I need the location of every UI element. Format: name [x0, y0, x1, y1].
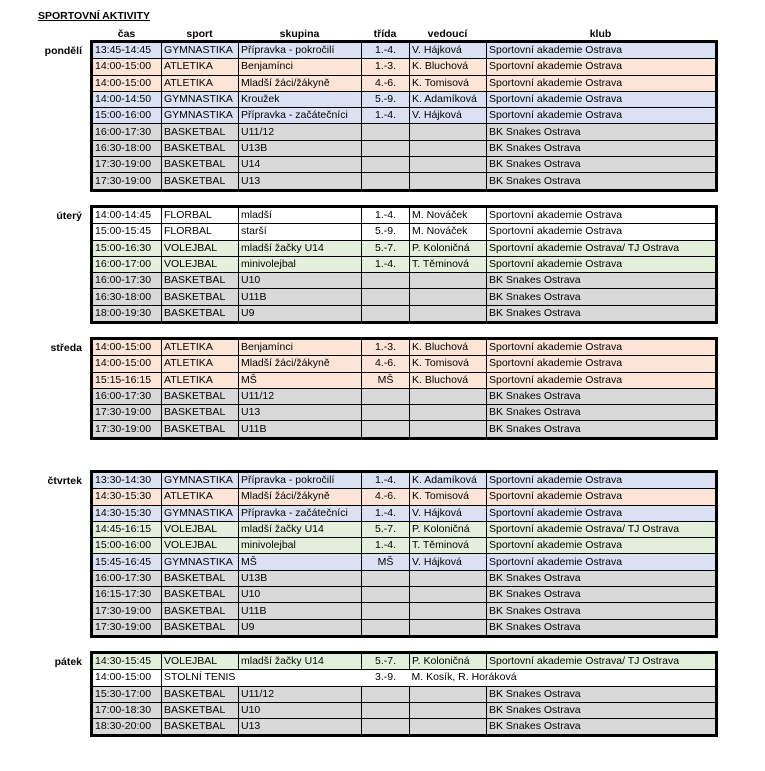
day-label: čtvrtek [47, 475, 82, 487]
cell-club: Sportovní akademie Ostrava [487, 554, 716, 570]
table-row [93, 603, 716, 619]
table-row [93, 256, 716, 272]
cell-sport: ATLETIKA [162, 340, 239, 356]
header-leader: vedoucí [427, 28, 468, 40]
table-row [93, 59, 716, 75]
cell-group: U13 [239, 719, 362, 735]
cell-group [239, 670, 362, 686]
cell-club: BK Snakes Ostrava [487, 421, 716, 437]
cell-sport: BASKETBAL [162, 273, 239, 289]
table-row [93, 108, 716, 124]
cell-sport: VOLEJBAL [162, 256, 239, 272]
cell-sport: FLORBAL [162, 208, 239, 224]
day-label: úterý [56, 210, 82, 222]
table-row [93, 340, 716, 356]
cell-club: Sportovní akademie Ostrava [487, 340, 716, 356]
cell-time: 16:00-17:00 [93, 256, 162, 272]
cell-time: 15:45-16:45 [93, 554, 162, 570]
cell-club: BK Snakes Ostrava [487, 686, 716, 702]
cell-sport: BASKETBAL [162, 686, 239, 702]
table-row [93, 686, 716, 702]
cell-time: 16:30-18:00 [93, 140, 162, 156]
cell-leader [410, 587, 487, 603]
cell-group: Benjamínci [239, 59, 362, 75]
table-row [93, 224, 716, 240]
cell-group: U13 [239, 405, 362, 421]
cell-group: Mladší žáci/žákyně [239, 489, 362, 505]
cell-sport: BASKETBAL [162, 157, 239, 173]
table-row [93, 554, 716, 570]
cell-class: 1.-3. [362, 59, 410, 75]
cell-group: Přípravka - pokročilí [239, 43, 362, 59]
cell-sport: BASKETBAL [162, 587, 239, 603]
cell-time: 14:45-16:15 [93, 521, 162, 537]
cell-sport: ATLETIKA [162, 489, 239, 505]
cell-group: MŠ [239, 554, 362, 570]
cell-sport: GYMNASTIKA [162, 473, 239, 489]
cell-class: 5.-9. [362, 224, 410, 240]
cell-club: Sportovní akademie Ostrava [487, 505, 716, 521]
cell-club: BK Snakes Ostrava [487, 173, 716, 189]
cell-class [362, 686, 410, 702]
cell-sport: BASKETBAL [162, 405, 239, 421]
cell-time: 15:00-15:45 [93, 224, 162, 240]
cell-sport: FLORBAL [162, 224, 239, 240]
cell-club: Sportovní akademie Ostrava [487, 208, 716, 224]
cell-time: 14:00-15:00 [93, 75, 162, 91]
cell-sport: VOLEJBAL [162, 654, 239, 670]
cell-leader: K. Bluchová [410, 372, 487, 388]
cell-club: Sportovní akademie Ostrava [487, 224, 716, 240]
cell-time: 16:00-17:30 [93, 273, 162, 289]
header-group: skupina [279, 28, 320, 40]
cell-sport: BASKETBAL [162, 421, 239, 437]
table-row [93, 619, 716, 635]
cell-time: 14:30-15:45 [93, 654, 162, 670]
cell-group: U9 [239, 305, 362, 321]
cell-leader: K. Adamíková [410, 91, 487, 107]
cell-club: BK Snakes Ostrava [487, 124, 716, 140]
cell-class [362, 388, 410, 404]
cell-time: 13:45-14:45 [93, 43, 162, 59]
table-row [93, 305, 716, 321]
cell-club: BK Snakes Ostrava [487, 587, 716, 603]
table-row [93, 91, 716, 107]
table-row [93, 719, 716, 735]
header-class: třída [373, 28, 397, 40]
cell-group: U11/12 [239, 388, 362, 404]
cell-class: 4.-6. [362, 356, 410, 372]
cell-time: 15:00-16:00 [93, 108, 162, 124]
cell-group: Mladší žáci/žákyně [239, 356, 362, 372]
cell-group: Kroužek [239, 91, 362, 107]
table-row [93, 489, 716, 505]
schedule-table [92, 653, 716, 735]
cell-group: Přípravka - pokročilí [239, 473, 362, 489]
cell-class: 1.-4. [362, 256, 410, 272]
cell-club: BK Snakes Ostrava [487, 157, 716, 173]
cell-sport: BASKETBAL [162, 305, 239, 321]
cell-time: 16:15-17:30 [93, 587, 162, 603]
cell-class: 3.-9. [362, 670, 410, 686]
cell-leader: V. Hájková [410, 43, 487, 59]
cell-time: 17:30-19:00 [93, 405, 162, 421]
cell-time: 15:00-16:00 [93, 538, 162, 554]
cell-leader [410, 570, 487, 586]
cell-leader [410, 124, 487, 140]
cell-time: 16:30-18:00 [93, 289, 162, 305]
cell-leader: T. Těminová [410, 256, 487, 272]
table-row [93, 538, 716, 554]
schedule-table [92, 207, 716, 322]
cell-group: U11/12 [239, 124, 362, 140]
cell-leader: K. Tomisová [410, 75, 487, 91]
cell-leader: M. Nováček [410, 224, 487, 240]
cell-leader: K. Bluchová [410, 340, 487, 356]
cell-time: 18:00-19:30 [93, 305, 162, 321]
table-row [93, 505, 716, 521]
cell-leader: V. Hájková [410, 505, 487, 521]
cell-leader: P. Koloničná [410, 654, 487, 670]
cell-sport: BASKETBAL [162, 603, 239, 619]
cell-leader: P. Koloničná [410, 240, 487, 256]
cell-group: MŠ [239, 372, 362, 388]
cell-time: 14:30-15:30 [93, 489, 162, 505]
cell-group: U11/12 [239, 686, 362, 702]
cell-leader [410, 289, 487, 305]
cell-sport: GYMNASTIKA [162, 43, 239, 59]
cell-club: Sportovní akademie Ostrava/ TJ Ostrava [487, 654, 716, 670]
cell-leader [410, 719, 487, 735]
cell-club: BK Snakes Ostrava [487, 603, 716, 619]
cell-class [362, 273, 410, 289]
cell-class [362, 619, 410, 635]
cell-sport: ATLETIKA [162, 59, 239, 75]
cell-sport: BASKETBAL [162, 702, 239, 718]
cell-time: 16:00-17:30 [93, 124, 162, 140]
cell-group: mladší [239, 208, 362, 224]
cell-time: 17:30-19:00 [93, 619, 162, 635]
page-title: SPORTOVNÍ AKTIVITY [38, 10, 151, 22]
cell-group: starší [239, 224, 362, 240]
cell-class: 1.-3. [362, 340, 410, 356]
table-row [93, 473, 716, 489]
cell-leader: T. Těminová [410, 538, 487, 554]
cell-group: U13 [239, 173, 362, 189]
table-row [93, 173, 716, 189]
table-row [93, 670, 716, 686]
table-row [93, 289, 716, 305]
header-sport: sport [186, 28, 213, 40]
cell-sport: VOLEJBAL [162, 240, 239, 256]
cell-class [362, 405, 410, 421]
cell-leader [410, 273, 487, 289]
cell-time: 17:00-18:30 [93, 702, 162, 718]
cell-class: MŠ [362, 554, 410, 570]
cell-group: U10 [239, 587, 362, 603]
cell-group: U11B [239, 289, 362, 305]
table-row [93, 273, 716, 289]
cell-sport: BASKETBAL [162, 124, 239, 140]
cell-sport: ATLETIKA [162, 75, 239, 91]
cell-class [362, 173, 410, 189]
cell-group: minivolejbal [239, 538, 362, 554]
cell-club: BK Snakes Ostrava [487, 289, 716, 305]
cell-group: U10 [239, 702, 362, 718]
cell-class: 1.-4. [362, 505, 410, 521]
table-row [93, 702, 716, 718]
cell-sport: ATLETIKA [162, 356, 239, 372]
cell-time: 13:30-14:30 [93, 473, 162, 489]
cell-sport: BASKETBAL [162, 289, 239, 305]
cell-club: BK Snakes Ostrava [487, 719, 716, 735]
cell-leader: K. Tomisová [410, 356, 487, 372]
cell-class [362, 124, 410, 140]
cell-sport: BASKETBAL [162, 619, 239, 635]
table-row [93, 75, 716, 91]
cell-group: Mladší žáci/žákyně [239, 75, 362, 91]
cell-group: U11B [239, 421, 362, 437]
cell-club: Sportovní akademie Ostrava/ TJ Ostrava [487, 240, 716, 256]
cell-club: BK Snakes Ostrava [487, 702, 716, 718]
cell-class [362, 421, 410, 437]
table-row [93, 240, 716, 256]
cell-group: U14 [239, 157, 362, 173]
cell-club: Sportovní akademie Ostrava [487, 473, 716, 489]
cell-club: BK Snakes Ostrava [487, 388, 716, 404]
cell-leader: P. Koloničná [410, 521, 487, 537]
cell-leader: V. Hájková [410, 108, 487, 124]
cell-sport: BASKETBAL [162, 140, 239, 156]
cell-club: Sportovní akademie Ostrava [487, 108, 716, 124]
cell-class: 5.-7. [362, 240, 410, 256]
schedule-table [92, 472, 716, 636]
cell-time: 14:00-15:00 [93, 59, 162, 75]
table-row [93, 521, 716, 537]
header-time: čas [117, 28, 136, 40]
cell-leader [410, 388, 487, 404]
cell-time: 17:30-19:00 [93, 173, 162, 189]
cell-leader [410, 305, 487, 321]
cell-leader [410, 421, 487, 437]
cell-sport: BASKETBAL [162, 570, 239, 586]
cell-time: 14:00-15:00 [93, 340, 162, 356]
cell-club: BK Snakes Ostrava [487, 405, 716, 421]
cell-time: 15:00-16:30 [93, 240, 162, 256]
column-headers [92, 28, 715, 42]
cell-class: 1.-4. [362, 108, 410, 124]
cell-club: Sportovní akademie Ostrava [487, 489, 716, 505]
cell-class: 1.-4. [362, 473, 410, 489]
cell-leader [410, 157, 487, 173]
cell-club: Sportovní akademie Ostrava/ TJ Ostrava [487, 521, 716, 537]
table-row [93, 587, 716, 603]
cell-time: 14:30-15:30 [93, 505, 162, 521]
table-row [93, 157, 716, 173]
cell-sport: GYMNASTIKA [162, 554, 239, 570]
cell-class [362, 603, 410, 619]
table-row [93, 421, 716, 437]
cell-sport: BASKETBAL [162, 719, 239, 735]
cell-class [362, 305, 410, 321]
cell-leader [410, 686, 487, 702]
cell-leader: M. Kosík, R. Horáková [410, 670, 716, 686]
cell-group: Benjamínci [239, 340, 362, 356]
cell-leader [410, 405, 487, 421]
schedule-table [92, 42, 716, 190]
cell-club: Sportovní akademie Ostrava [487, 356, 716, 372]
cell-class [362, 719, 410, 735]
cell-sport: GYMNASTIKA [162, 108, 239, 124]
cell-class: 5.-7. [362, 654, 410, 670]
cell-class: 1.-4. [362, 43, 410, 59]
table-row [93, 570, 716, 586]
cell-time: 15:30-17:00 [93, 686, 162, 702]
cell-group: U11B [239, 603, 362, 619]
cell-group: U13B [239, 140, 362, 156]
table-row [93, 140, 716, 156]
cell-group: mladší žačky U14 [239, 521, 362, 537]
cell-club: BK Snakes Ostrava [487, 273, 716, 289]
cell-club: BK Snakes Ostrava [487, 570, 716, 586]
cell-class: MŠ [362, 372, 410, 388]
cell-sport: BASKETBAL [162, 388, 239, 404]
table-row [93, 356, 716, 372]
cell-sport: BASKETBAL [162, 173, 239, 189]
cell-leader: M. Nováček [410, 208, 487, 224]
cell-time: 17:30-19:00 [93, 157, 162, 173]
cell-sport: GYMNASTIKA [162, 505, 239, 521]
cell-class: 5.-7. [362, 521, 410, 537]
table-row [93, 405, 716, 421]
cell-club: Sportovní akademie Ostrava [487, 538, 716, 554]
cell-club: Sportovní akademie Ostrava [487, 43, 716, 59]
cell-time: 14:00-15:00 [93, 670, 162, 686]
cell-time: 14:00-14:50 [93, 91, 162, 107]
cell-leader [410, 173, 487, 189]
cell-leader [410, 140, 487, 156]
cell-leader: K. Adamíková [410, 473, 487, 489]
cell-club: BK Snakes Ostrava [487, 140, 716, 156]
cell-time: 16:00-17:30 [93, 388, 162, 404]
cell-leader [410, 603, 487, 619]
cell-time: 14:00-15:00 [93, 356, 162, 372]
table-row [93, 372, 716, 388]
cell-group: U9 [239, 619, 362, 635]
cell-leader: K. Bluchová [410, 59, 487, 75]
cell-group: mladší žačky U14 [239, 240, 362, 256]
cell-leader: K. Tomisová [410, 489, 487, 505]
day-label: středa [50, 342, 82, 354]
cell-time: 15:15-16:15 [93, 372, 162, 388]
day-label: pátek [54, 656, 82, 668]
cell-group: mladší žačky U14 [239, 654, 362, 670]
table-row [93, 388, 716, 404]
cell-class [362, 587, 410, 603]
cell-class [362, 702, 410, 718]
table-row [93, 208, 716, 224]
cell-group: U13B [239, 570, 362, 586]
cell-club: Sportovní akademie Ostrava [487, 91, 716, 107]
cell-class: 1.-4. [362, 538, 410, 554]
cell-class [362, 140, 410, 156]
cell-leader: V. Hájková [410, 554, 487, 570]
cell-class: 5.-9. [362, 91, 410, 107]
schedule-table [92, 339, 716, 438]
cell-club: Sportovní akademie Ostrava [487, 256, 716, 272]
cell-group: Přípravka - začátečníci [239, 505, 362, 521]
table-row [93, 43, 716, 59]
cell-group: Přípravka - začátečníci [239, 108, 362, 124]
cell-class: 4.-6. [362, 75, 410, 91]
day-label: pondělí [44, 45, 82, 57]
header-club: klub [589, 28, 612, 40]
cell-club: BK Snakes Ostrava [487, 305, 716, 321]
table-row [93, 654, 716, 670]
cell-time: 17:30-19:00 [93, 603, 162, 619]
cell-class [362, 570, 410, 586]
cell-time: 17:30-19:00 [93, 421, 162, 437]
cell-group: U10 [239, 273, 362, 289]
table-row [93, 124, 716, 140]
cell-class: 1.-4. [362, 208, 410, 224]
cell-sport: VOLEJBAL [162, 538, 239, 554]
cell-time: 14:00-14:45 [93, 208, 162, 224]
cell-club: Sportovní akademie Ostrava [487, 59, 716, 75]
cell-club: Sportovní akademie Ostrava [487, 372, 716, 388]
cell-group: minivolejbal [239, 256, 362, 272]
cell-sport: VOLEJBAL [162, 521, 239, 537]
cell-class [362, 157, 410, 173]
cell-class [362, 289, 410, 305]
cell-class: 4.-6. [362, 489, 410, 505]
cell-leader [410, 702, 487, 718]
cell-leader [410, 619, 487, 635]
cell-club: BK Snakes Ostrava [487, 619, 716, 635]
cell-time: 16:00-17:30 [93, 570, 162, 586]
cell-sport: GYMNASTIKA [162, 91, 239, 107]
cell-sport: ATLETIKA [162, 372, 239, 388]
cell-club: Sportovní akademie Ostrava [487, 75, 716, 91]
cell-sport: STOLNÍ TENIS [162, 670, 239, 686]
cell-time: 18:30-20:00 [93, 719, 162, 735]
